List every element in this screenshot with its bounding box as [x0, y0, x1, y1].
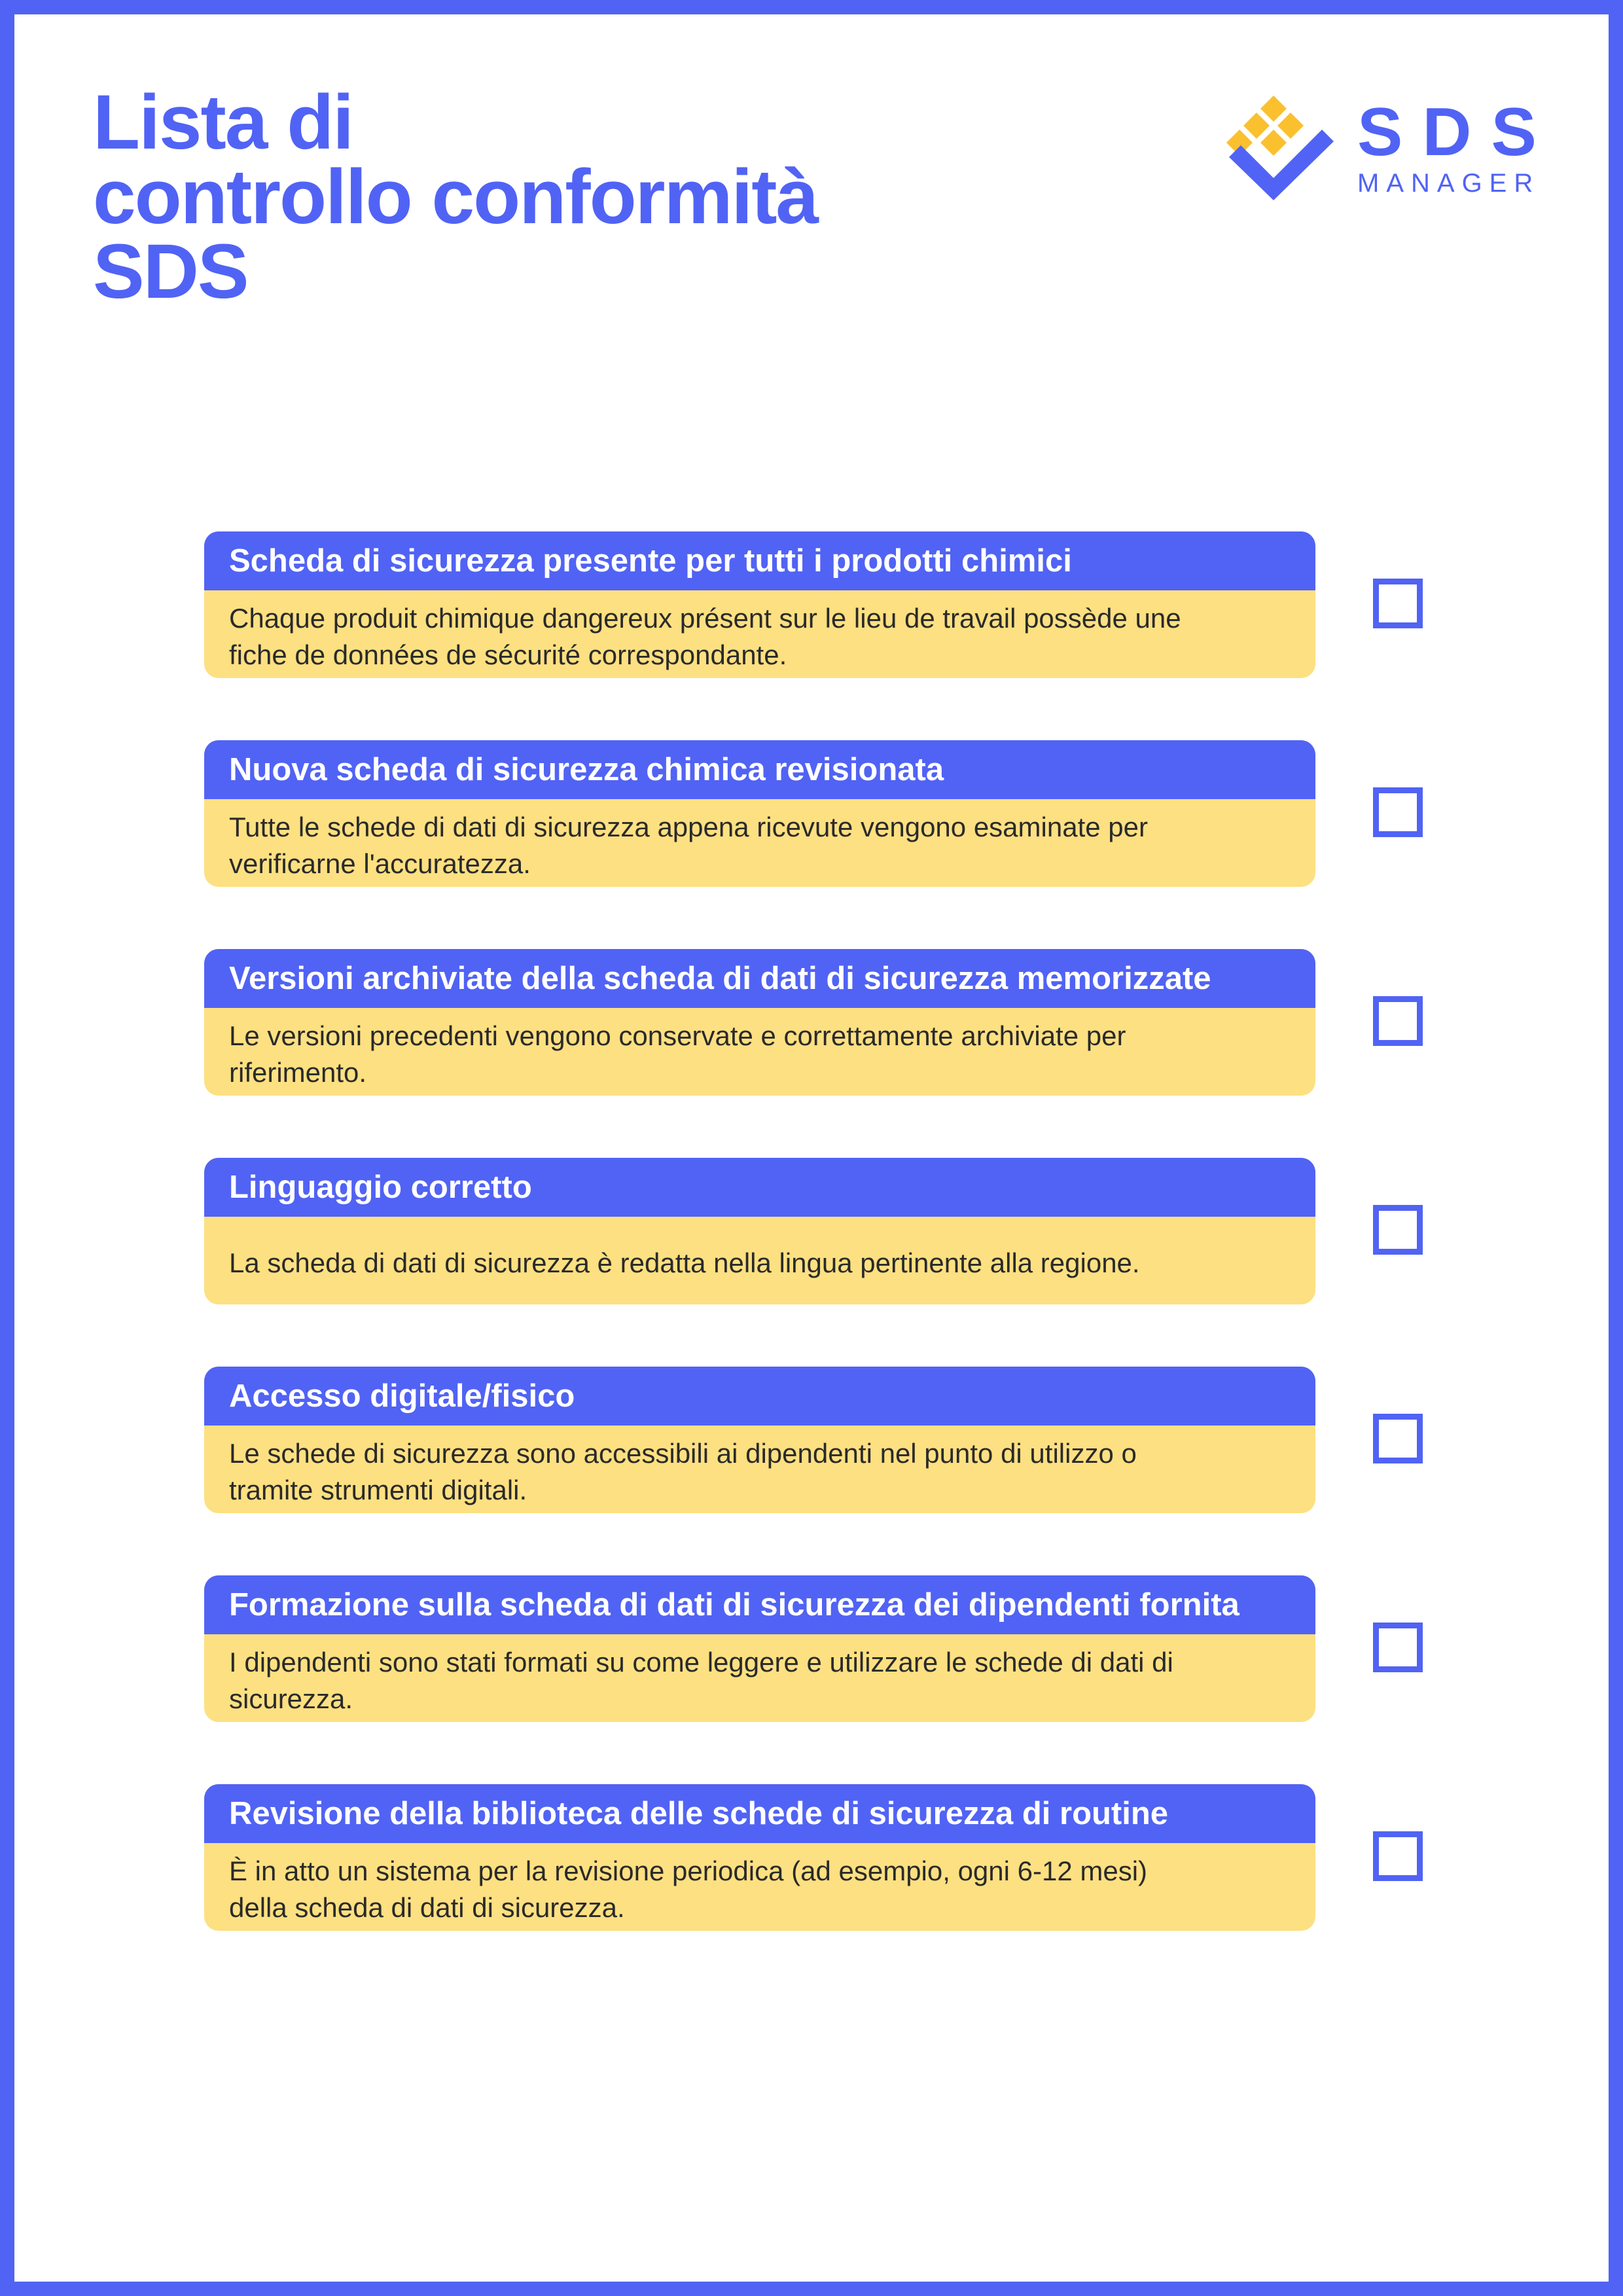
checklist-card	[204, 1367, 1315, 1513]
checklist-item	[204, 1367, 1467, 1513]
checklist-checkbox[interactable]	[1373, 787, 1423, 837]
checklist-checkbox[interactable]	[1373, 1205, 1423, 1255]
logo-mark-icon	[1226, 93, 1357, 204]
checklist-card	[204, 740, 1315, 887]
checklist-item	[204, 1158, 1467, 1304]
checklist-item-description: Le versioni precedenti vengono conservate e correttamente archiviate per riferimento.	[229, 1020, 1126, 1088]
checklist-card-body	[204, 1634, 1315, 1722]
logo-diamond-right	[1277, 113, 1304, 139]
checklist-checkbox[interactable]	[1373, 579, 1423, 628]
checklist-item-description: I dipendenti sono stati formati su come leggere e utilizzare le schede di dati di sicurezza.	[229, 1647, 1173, 1714]
checklist-card-header	[204, 1784, 1315, 1843]
logo-diamond-bottom	[1260, 130, 1287, 156]
logo-word-manager: MANAGER	[1357, 169, 1541, 198]
checklist-checkbox[interactable]	[1373, 1623, 1423, 1672]
checklist-item-title: Scheda di sicurezza presente per tutti i prodotti chimici	[229, 543, 1072, 579]
sds-manager-logo	[1226, 93, 1554, 204]
logo-diamond-left	[1243, 113, 1270, 139]
checklist-item	[204, 1784, 1467, 1931]
checklist-card	[204, 949, 1315, 1096]
checklist-card-body	[204, 1008, 1315, 1096]
checklist-checkbox[interactable]	[1373, 1414, 1423, 1463]
checklist-checkbox[interactable]	[1373, 1831, 1423, 1881]
checklist-card-body	[204, 1217, 1315, 1304]
page-title-line-1: Lista di	[93, 79, 353, 166]
checklist-card-body	[204, 590, 1315, 678]
checklist-item-title: Revisione della biblioteca delle schede di sicurezza di routine	[229, 1796, 1169, 1831]
checklist-card	[204, 1784, 1315, 1931]
checklist-item	[204, 531, 1467, 678]
checklist-item-title: Linguaggio corretto	[229, 1170, 532, 1205]
checklist-card	[204, 531, 1315, 678]
checklist-card-header	[204, 1367, 1315, 1426]
checklist-card-header	[204, 949, 1315, 1008]
checklist-item-title: Formazione sulla scheda di dati di sicurezza dei dipendenti fornita	[229, 1587, 1240, 1623]
checklist-card	[204, 1158, 1315, 1304]
checklist-item-title: Versioni archiviate della scheda di dati di sicurezza memorizzate	[229, 961, 1211, 996]
checklist-card-body	[204, 799, 1315, 887]
page-title	[93, 79, 818, 315]
compliance-checklist	[204, 531, 1467, 1993]
logo-diamond-top	[1260, 96, 1287, 122]
checklist-card	[204, 1575, 1315, 1722]
checklist-card-header	[204, 1575, 1315, 1634]
checklist-card-header	[204, 740, 1315, 799]
checklist-item-description: Chaque produit chimique dangereux présent sur le lieu de travail possède une fiche de données de sécurité correspondante.	[229, 603, 1181, 670]
checklist-item	[204, 949, 1467, 1096]
checklist-card-body	[204, 1843, 1315, 1931]
logo-wordmark	[1357, 93, 1554, 198]
checklist-item-title: Nuova scheda di sicurezza chimica revisionata	[229, 752, 944, 787]
checklist-item-title: Accesso digitale/fisico	[229, 1378, 575, 1414]
checklist-item	[204, 1575, 1467, 1722]
checklist-item-description: Tutte le schede di dati di sicurezza appena ricevute vengono esaminate per verificarne l'accuratezza.	[229, 812, 1148, 879]
checklist-card-body	[204, 1426, 1315, 1513]
checklist-item-description: La scheda di dati di sicurezza è redatta nella lingua pertinente alla regione.	[229, 1247, 1140, 1278]
checklist-item-description: È in atto un sistema per la revisione periodica (ad esempio, ogni 6-12 mesi) della scheda di dati di sicurezza.	[229, 1856, 1148, 1923]
checklist-card-header	[204, 531, 1315, 590]
checklist-checkbox[interactable]	[1373, 996, 1423, 1046]
checklist-card-header	[204, 1158, 1315, 1217]
checklist-item-description: Le schede di sicurezza sono accessibili ai dipendenti nel punto di utilizzo o tramite strumenti digitali.	[229, 1438, 1137, 1505]
page-title-line-3: SDS	[93, 228, 248, 315]
page-title-line-2: controllo conformità	[93, 154, 818, 240]
checklist-item	[204, 740, 1467, 887]
logo-word-sds: SDS	[1357, 94, 1556, 170]
